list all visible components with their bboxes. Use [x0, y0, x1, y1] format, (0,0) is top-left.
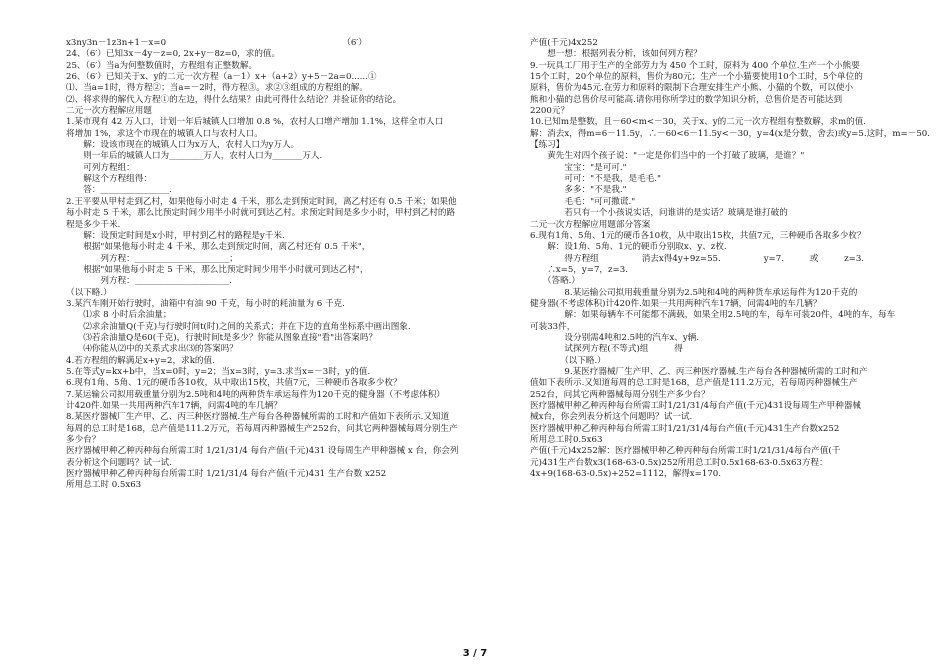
text-line: 械x台，你会列表分析这个问题吗？试一试. — [530, 412, 693, 423]
text-line: 解：设1角、5角、1元的硬币分别取x、y、z枚. — [530, 242, 727, 253]
text-line: 医疗器械甲种乙种丙种每台所需工时1/21/31/4每台产值(千元)431设每周生产甲种器械 — [530, 401, 862, 411]
text-line: （以下略.） — [66, 287, 112, 298]
text-line: 若只有一个小孩说实话，问谁讲的是实话？玻璃是谁打破的 — [530, 208, 788, 219]
text-line: 25、（6′）当a为何整数值时，方程组有正整数解。 — [66, 60, 258, 71]
text-line: （以下略.） — [530, 355, 606, 366]
text-line: （答略.） — [530, 276, 580, 287]
text-line: 多少台？ — [66, 435, 101, 446]
text-line: 解：设该市现在的城镇人口为x万人，农村人口为y万人。 — [66, 140, 300, 151]
text-line: 24、（6′）已知3x－4y－z=0, 2x+y－8z=0，求的值。 — [66, 49, 281, 60]
text-line: 可列方程组： — [66, 162, 135, 173]
page-number: 3 / 7 — [462, 648, 488, 659]
text-line: 每周的总工时是168，总产值是111.2万元，若每周丙种器械生产252台，问其它两种器械每周分别生产 — [66, 423, 458, 434]
text-line: 产值(千元)4x252解：医疗器械甲种乙种丙种每台所需工时1/21/31/4每台产值(千 — [530, 446, 841, 457]
right-column — [530, 38, 930, 480]
text-line: 解：消去x，得m=6－11.5y，∴－60<6－11.5y<－30，y=4(x是分数，舍去)或y=5.这时，m=－50. — [530, 128, 930, 139]
text-line: 解：设预定时间是x小时，甲村到乙村的路程是y千米. — [66, 230, 285, 241]
text-line: 原料，售价为45元.在劳力和原料的限制下合理安排生产小熊、小猫的个数，可以使小 — [530, 83, 854, 94]
text-line: 可装33件， — [530, 321, 576, 332]
text-line: 7.某运输公司拟用载重量分别为2.5吨和4吨的两种货车承运每件为120千克的健身器（不考虑体积） — [66, 389, 445, 400]
text-line: 表分析这个问题吗？试一试. — [66, 457, 172, 468]
text-line: 程是多少千米. — [66, 219, 121, 230]
text-line: 黄先生对四个孩子说："一定是你们当中的一个打破了玻璃，是谁？" — [530, 151, 805, 162]
text-line: 多多："不是我." — [530, 185, 627, 196]
text-line: 解：如果每辆车不可能都不满载，如果全用2.5吨的车，每车可装20件，4吨的车，每车 — [530, 310, 896, 321]
text-line: 计420件.如果一共用两种汽车17辆，问需4吨的车几辆？ — [66, 401, 283, 411]
text-line: 产值(千元)4x252 — [530, 38, 598, 48]
text-line: 试探列方程(不等式)组 得 — [530, 344, 683, 355]
text-line: 3.某汽车刚开始行驶时，油箱中有油 90 千克，每小时的耗油量为 6 千克. — [66, 298, 345, 309]
text-line: 想一想：根据列表分析，该如何列方程？ — [530, 49, 702, 60]
text-line: 根据"如果他每小时走 5 千米，那么比预定时间少用半小时就可到达乙村"， — [66, 264, 369, 275]
text-line: 医疗器械甲种乙种丙种每台所需工时 1/21/31/4 每台产值(千元)431 设每周生产甲种器械 x 台，你会列 — [66, 446, 459, 457]
text-line: 每小时走 5 千米，那么比预定时间少用半小时就可到达乙村。求预定时间是多少小时，甲村到乙村的路 — [66, 208, 456, 219]
text-line: 6.现有1角、5角、1元的硬币各10枚，从中取出15枚，共值7元，三种硬币各取多少枚？ — [66, 378, 402, 389]
text-line: 【练习】 — [530, 140, 565, 151]
text-line: x3ny3n－1z3n+1－x=0 （6′） — [66, 38, 367, 48]
text-line: 5.在等式y=kx+b中，当x=0时，y=2；当x=3时，y=3.求当x=－3时，y的值. — [66, 366, 371, 377]
left-column — [66, 38, 458, 492]
text-line: 则一年后的城镇人口为________万人，农村人口为_______万人. — [66, 151, 323, 162]
text-line: 健身器(不考虑体积)计420件.如果一共用两种汽车17辆，问需4吨的车几辆？ — [530, 298, 822, 309]
text-line: 医疗器械甲种乙种丙种每台所需工时 1/21/31/4 每台产值(千元)431 生产台数 x252 — [66, 469, 387, 480]
text-line: 所用总工时0.5x63 — [530, 435, 603, 446]
text-line: 设分别需4吨和2.5吨的汽车x、y辆. — [530, 332, 700, 343]
text-line: 1.某市现有 42 万人口，计划一年后城镇人口增加 0.8 %，农村人口增产增加 1.1%，这样全市人口 — [66, 117, 444, 128]
text-line: 可可："不是我，是毛毛." — [530, 174, 661, 185]
text-line: 8.某医疗器械厂生产甲、乙、丙三种医疗器械.生产每台各种器械所需的工时和产值如下表所示.又知道 — [66, 412, 450, 423]
text-line: 10.已知m是整数，且－60<m<－30，关于x、y的二元一次方程组有整数解，求m的值. — [530, 117, 867, 128]
text-line: ⑴求 8 小时后余油量； — [66, 310, 172, 321]
text-line: 二元一次方程解应用题 — [66, 106, 152, 117]
text-line: 列方程：______________________； — [66, 253, 238, 264]
text-line: ⑴、当a=1时，得方程②；当a=－2时，得方程③。求②③组成的方程组的解。 — [66, 83, 368, 94]
text-line: 元)431生产台数x3(168-63-0.5x)252所用总工时0.5x168-63-0.5x63方程： — [530, 457, 828, 468]
text-line: 将增加 1%，求这个市现在的城镇人口与农村人口。 — [66, 128, 263, 139]
text-line: 252台，问其它两种器械每周分别生产多少台？ — [530, 389, 710, 400]
text-line: ⑵、将求得的解代入方程①的左边，得什么结果？由此可得什么结论？并验证你的结论。 — [66, 94, 402, 105]
text-line: 宝宝："是可可." — [530, 162, 627, 173]
text-line: 8.某运输公司拟用载重量分别为2.5吨和4吨的两种货车承运每件为120千克的 — [530, 287, 858, 298]
text-line: 毛毛："可可撒谎." — [530, 196, 636, 207]
text-line: 医疗器械甲种乙种丙种每台所需工时1/21/31/4每台产值(千元)431生产台数x252 — [530, 423, 840, 434]
text-line: 解这个方程组得： — [66, 174, 152, 185]
text-line: 2.王平要从甲村走到乙村，如果他每小时走 4 千米，那么走到预定时间，离乙村还有 0.5 千米；如果他 — [66, 196, 457, 207]
text-line: 2200元？ — [530, 106, 570, 117]
text-line: 列方程：______________________. — [66, 276, 233, 287]
text-line: 所用总工时 0.5x63 — [66, 480, 142, 491]
text-line: 根据"如果他每小时走 4 千米，那么走到预定时间，离乙村还有 0.5 千米"， — [66, 242, 371, 253]
text-line: 熊和小猫的总售价尽可能高.请你用你所学过的数学知识分析，总售价是否可能达到 — [530, 94, 843, 105]
text-line: 二元一次方程解应用题部分答案 — [530, 219, 651, 230]
text-line: 9.某医疗器械厂生产甲、乙、丙三种医疗器械.生产每台各种器械所需的工时和产 — [530, 366, 868, 377]
text-line: 4.若方程组的解满足x+y=2，求k的值. — [66, 355, 215, 366]
text-line: 9.一玩具工厂用于生产的全部劳力为 450 个工时，原料为 400 个单位.生产一个小熊要 — [530, 60, 860, 71]
text-line: 15个工时，20个单位的原料，售价为80元；生产一个小猫要使用10个工时，5个单位的 — [530, 72, 863, 83]
text-line: ⑵求余油量Q(千克)与行驶时间t(时)之间的关系式；并在下边的直角坐标系中画出图象. — [66, 321, 411, 332]
text-line: 26、（6′）已知关于x、y的二元一次方程（a－1）x+（a+2）y+5－2a=0......① — [66, 72, 377, 83]
text-line: ∴x=5，y=7，z=3. — [530, 264, 628, 275]
text-line: ⑷你能从⑵中的关系式求出⑶的答案吗？ — [66, 344, 238, 355]
text-line: 值如下表所示.又知道每周的总工时是168，总产值是111.2万元，若每周丙种器械生产 — [530, 378, 858, 389]
text-line: 4x+9(168-63-0.5x)+252=1112，解得x=170. — [530, 469, 721, 480]
text-line: 6.现有1角、5角、1元的硬币各10枚，从中取出15枚，共值7元，三种硬币各取多少枚？ — [530, 230, 866, 241]
text-line: 得方程组 消去x得4y+9z=55. y=7. 或 z=3. — [530, 253, 865, 264]
text-line: 答：________________. — [66, 185, 172, 196]
text-line: ⑶若余油量Q是60(千克)，行驶时间t是多少？你能从图象直接"看"出答案吗？ — [66, 332, 378, 343]
